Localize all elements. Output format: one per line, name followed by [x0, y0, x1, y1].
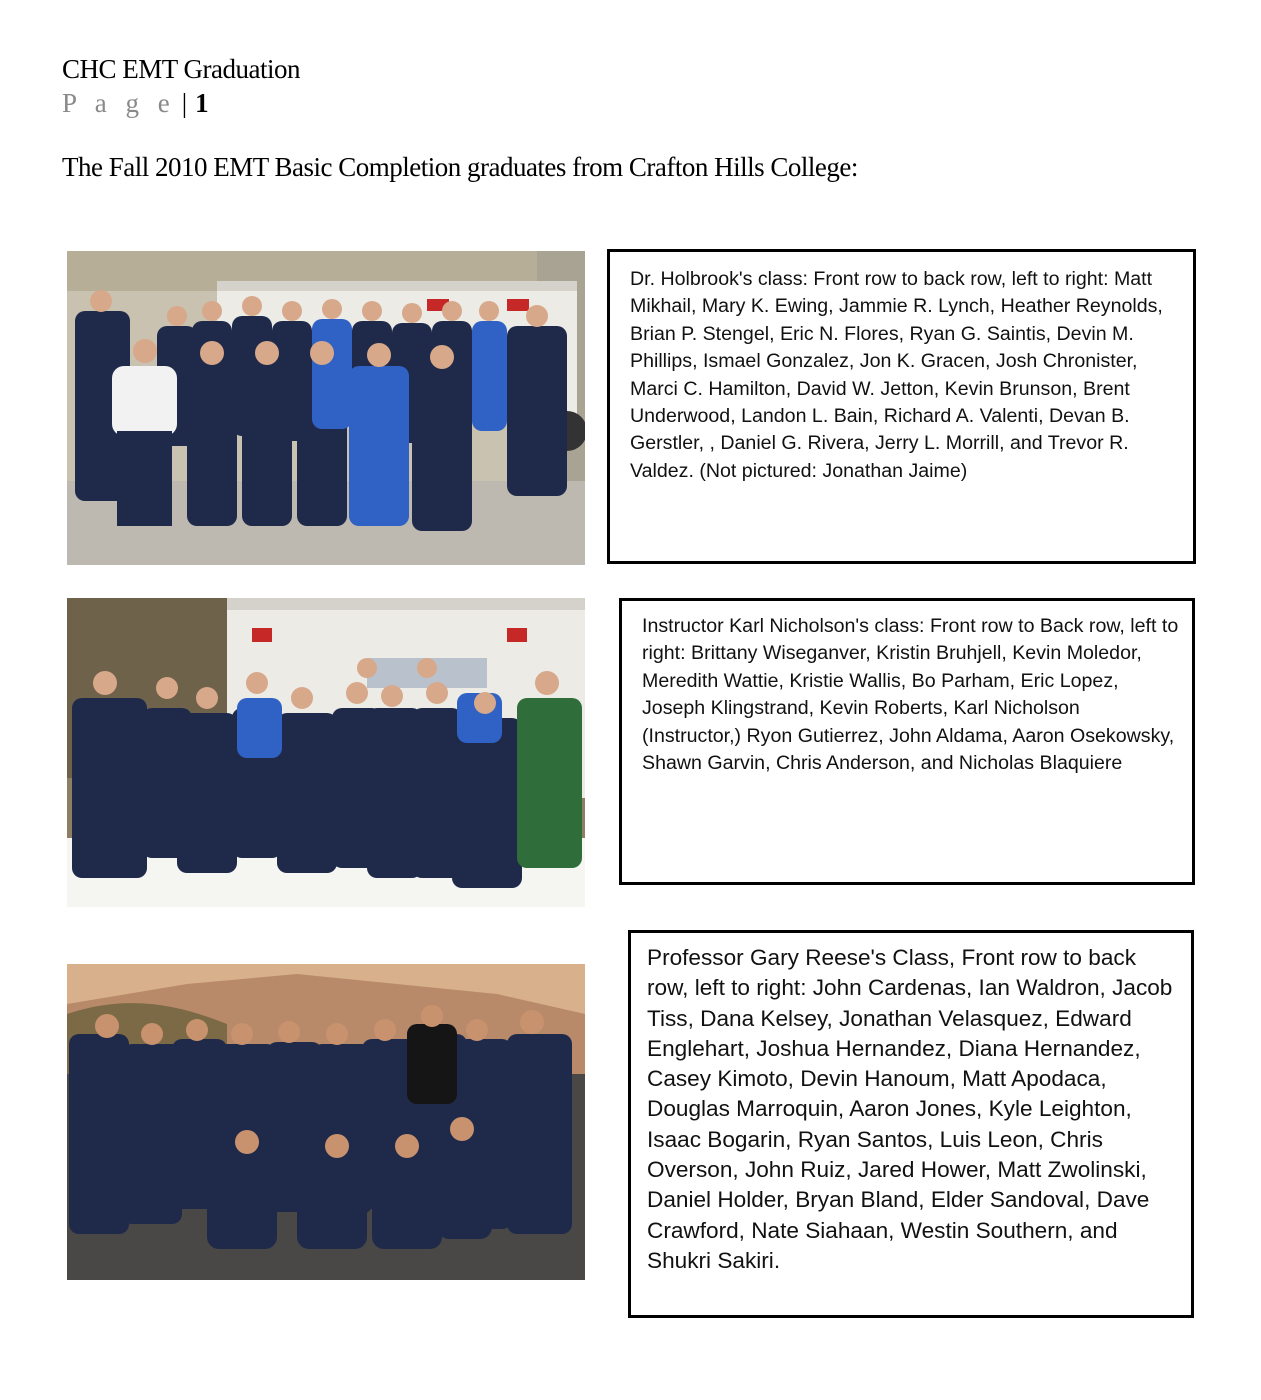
document-title: CHC EMT Graduation [62, 54, 300, 84]
class-photo-nicholson [67, 598, 585, 907]
page-indicator [62, 88, 209, 119]
class-photo-reese [67, 964, 585, 1280]
page-label: P a g e [62, 88, 176, 118]
intro-sentence: The Fall 2010 EMT Basic Completion graduates from Crafton Hills College: [62, 152, 858, 182]
group-photo-icon [67, 251, 585, 565]
group-photo-icon [67, 964, 585, 1280]
caption-reese-class: Professor Gary Reese's Class, Front row to back row, left to right: John Cardenas, Ian Waldron, Jacob Tiss, Dana Kelsey, Jonathan Velasquez, Edward Englehart, Joshua Hernandez, Diana Hernandez, Casey Kimoto, Devin Hanoum, Matt Apodaca, Douglas Marroquin, Aaron Jones, Kyle Leighton, Isaac Bogarin, Ryan Santos, Luis Leon, Chris Overson, John Ruiz, Jared Hower, Matt Zwolinski, Daniel Holder, Bryan Bland, Elder Sandoval, Dave Crawford, Nate Siahaan, Westin Southern, and Shukri Sakiri. [628, 930, 1194, 1318]
caption-holbrook-class: Dr. Holbrook's class: Front row to back row, left to right: Matt Mikhail, Mary K. Ewing, Jammie R. Lynch, Heather Reynolds, Brian P. Stengel, Eric N. Flores, Ryan G. Saintis, Devin M. Phillips, Ismael Gonzalez, Jon K. Gracen, Josh Chronister, Marci C. Hamilton, David W. Jetton, Kevin Brunson, Brent Underwood, Landon L. Bain, Richard A. Valenti, Devan B. Gerstler, , Daniel G. Rivera, Jerry L. Morrill, and Trevor R. Valdez. (Not pictured: Jonathan Jaime) [607, 249, 1196, 564]
caption-nicholson-class: Instructor Karl Nicholson's class: Front row to Back row, left to right: Brittany Wiseganver, Kristin Bruhjell, Kevin Moledor, Meredith Wattie, Kristie Wallis, Bo Parham, Eric Lopez, Joseph Klingstrand, Kevin Roberts, Karl Nicholson (Instructor,) Ryon Gutierrez, John Aldama, Aaron Osekowsky, Shawn Garvin, Chris Anderson, and Nicholas Blaquiere [619, 598, 1195, 885]
page-number: 1 [195, 88, 209, 118]
group-photo-icon [67, 598, 585, 907]
page-separator: | [181, 88, 188, 118]
class-photo-holbrook [67, 251, 585, 565]
